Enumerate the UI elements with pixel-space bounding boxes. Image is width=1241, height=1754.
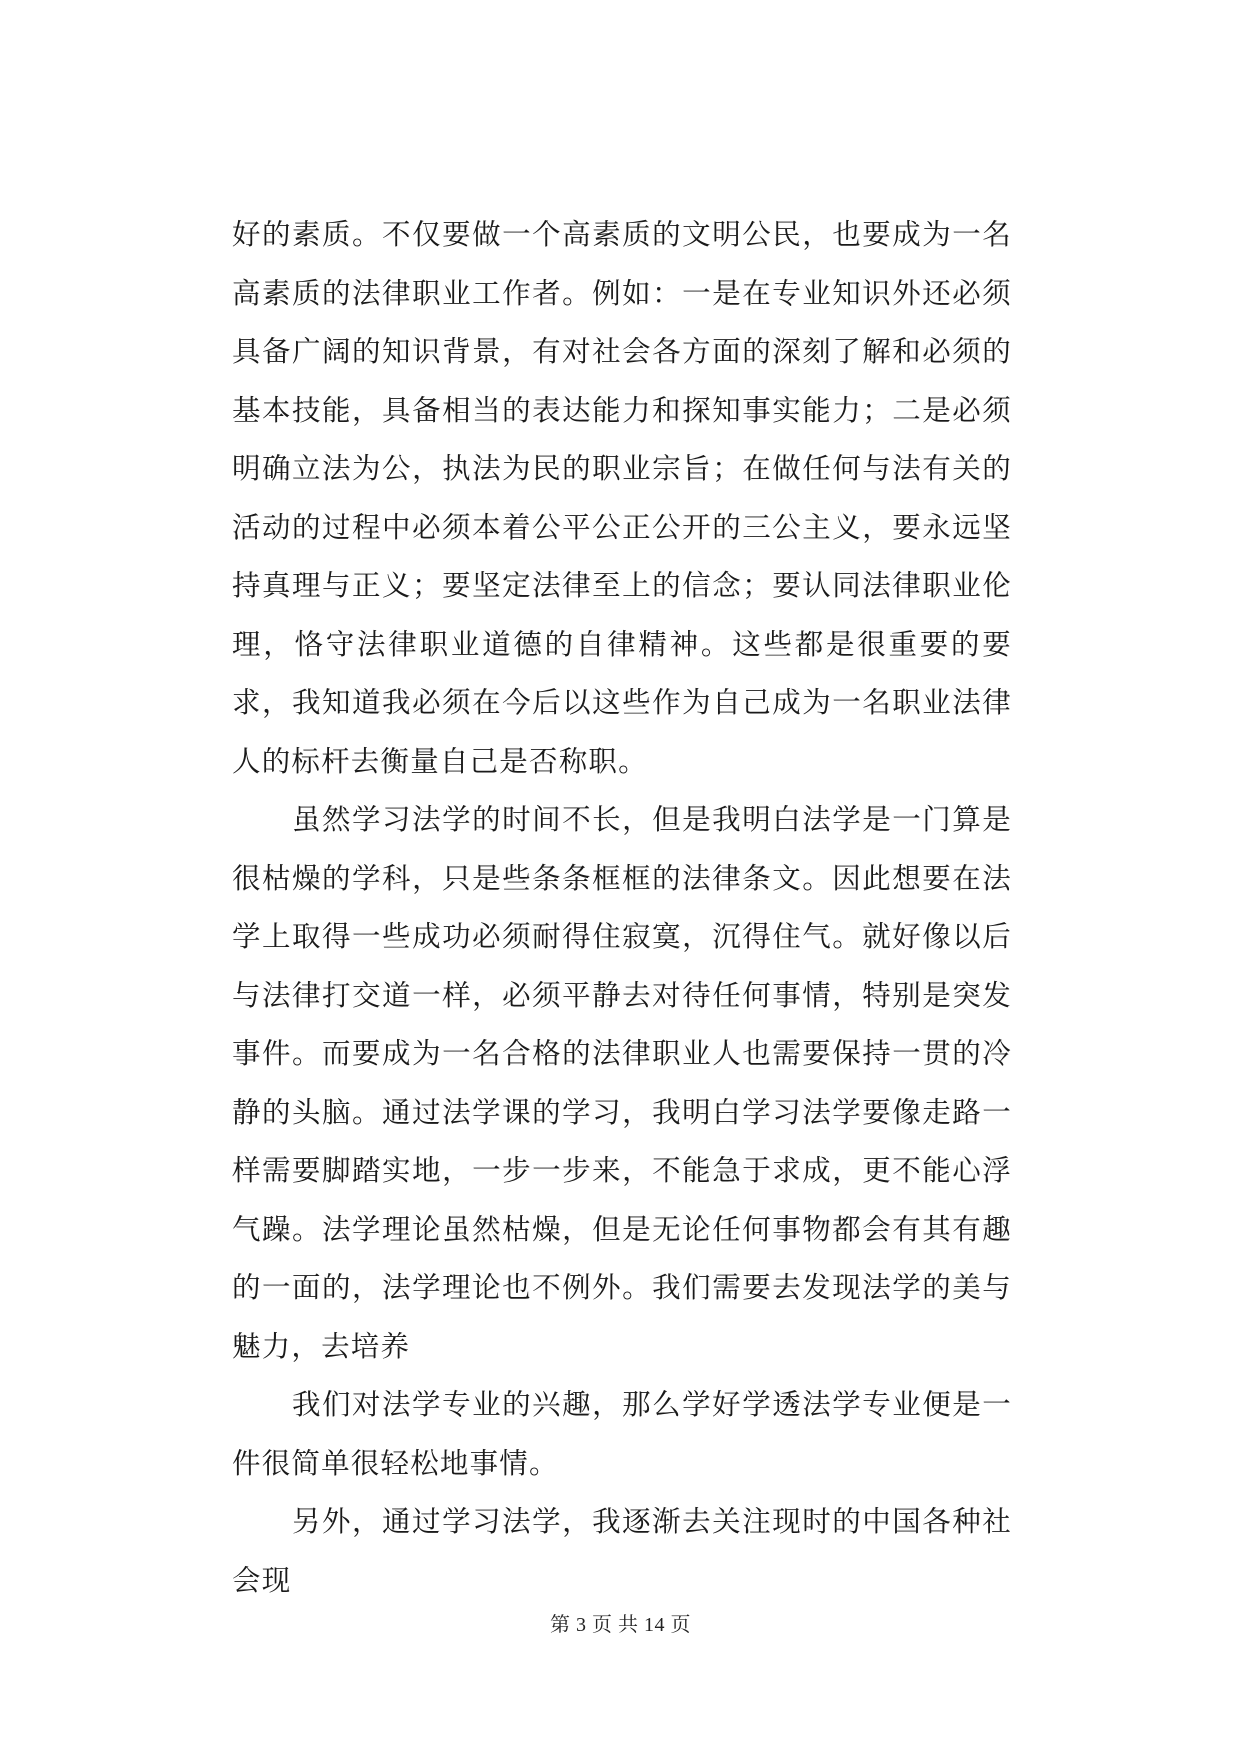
paragraph-2: 虽然学习法学的时间不长，但是我明白法学是一门算是很枯燥的学科，只是些条条框框的法律条文。因此想要在法学上取得一些成功必须耐得住寂寞，沉得住气。就好像以后与法律打交道一样，必须平静去对待任何事情，特别是突发事件。而要成为一名合格的法律职业人也需要保持一贯的冷静的头脑。通过法学课的学习，我明白学习法学要像走路一样需要脚踏实地，一步一步来，不能急于求成，更不能心浮气躁。法学理论虽然枯燥，但是无论任何事物都会有其有趣的一面的，法学理论也不例外。我们需要去发现法学的美与魅力，去培养: [232, 803, 1012, 1363]
document-body: [232, 206, 1012, 1610]
paragraph-3: 我们对法学专业的兴趣，那么学好学透法学专业便是一件很简单很轻松地事情。: [232, 1388, 1012, 1480]
paragraph-4: 另外，通过学习法学，我逐渐去关注现时的中国各种社会现: [232, 1505, 1012, 1597]
paragraph-1: 好的素质。不仅要做一个高素质的文明公民，也要成为一名高素质的法律职业工作者。例如：一是在专业知识外还必须具备广阔的知识背景，有对社会各方面的深刻了解和必须的基本技能，具备相当的表达能力和探知事实能力；二是必须明确立法为公，执法为民的职业宗旨；在做任何与法有关的活动的过程中必须本着公平公正公开的三公主义，要永远坚持真理与正义；要坚定法律至上的信念；要认同法律职业伦理，恪守法律职业道德的自律精神。这些都是很重要的要求，我知道我必须在今后以这些作为自己成为一名职业法律人的标杆去衡量自己是否称职。: [232, 218, 1012, 778]
page-number-footer: 第 3 页 共 14 页: [550, 1614, 691, 1636]
